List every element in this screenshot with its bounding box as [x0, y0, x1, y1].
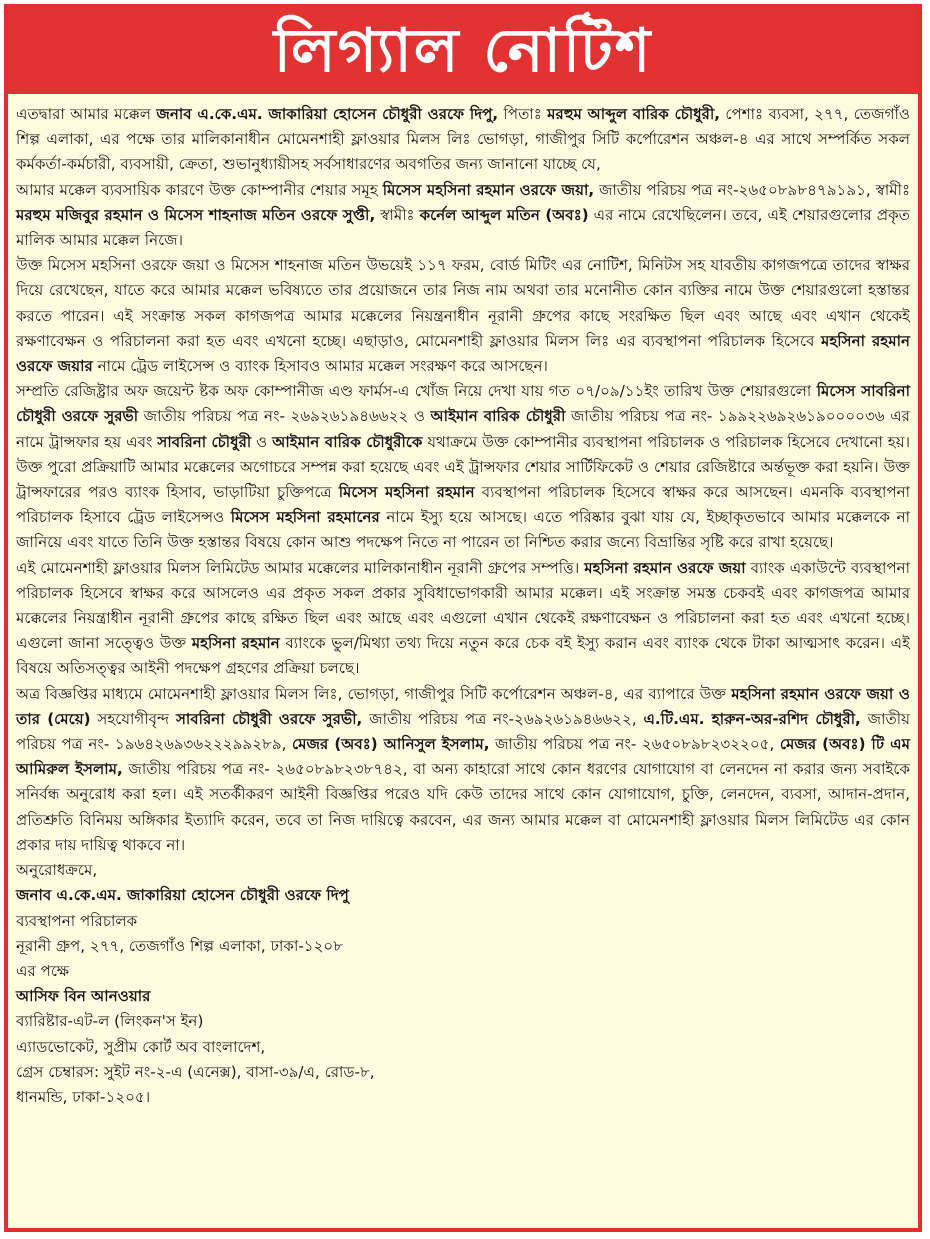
- notice-title: লিগ্যাল নোটিশ: [8, 8, 918, 94]
- client-name: জনাব এ.কে.এম. জাকারিয়া হোসেন চৌধুরী ওরফে দিপু: [16, 886, 349, 905]
- paragraph-text: নামে ট্রেড লাইসেন্স ও ব্যাংক হিসাবও আমার মক্কেল সংরক্ষণ করে আসছেন।: [92, 357, 548, 376]
- paragraph-text: ব্যাংক একাউন্টে ব্যবস্থাপনা পরিচালক হিসেবে স্বাক্ষর করে আসলেও এর প্রকৃত সকল প্রকার সুবিধাভোগকারী আমার মক্কেল। এই সংক্রান্ত সমস্ত চেকবই এবং কাগজপত্র আমার মক্কেলের নিয়ন্ত্রাধীন নূরানী গ্রুপের কাছে রক্ষিত ছিল এবং আছে এবং এগুলো এখান থেকেই রক্ষণাবেক্ষন ও পরিচালনা করা হত এবং এখনো হচ্ছে। এগুলো জানা সত্ত্বেও উক্ত: [16, 558, 911, 653]
- notice-body: [8, 94, 918, 1110]
- paragraph-text: পিতাঃ: [498, 105, 548, 123]
- paragraph-text: নামে ইস্যু হয়ে আসছে। এতে পরিষ্কার বুঝা যায় যে, ইচ্ছাকৃতভাবে আমার মক্কেলকে না জানিয়ে এবং যাতে তিনি উক্ত হস্তান্তর বিষয়ে কোন আশু পদক্ষেপ নিতে না পারেন তা নিশ্চিত করার জন্যে বিভ্রান্তির সৃষ্টি করে রাখা হয়েছে।: [16, 508, 910, 552]
- bold-name-text: মরহুম মজিবুর রহমান ও মিসেস শাহনাজ মতিন ওরফে সুপ্তী,: [16, 205, 376, 224]
- client-title: ব্যবস্থাপনা পরিচালক: [16, 911, 138, 930]
- client-address: নূরানী গ্রুপ, ২৭৭, তেজগাঁও শিল্প এলাকা, ঢাকা-১২০৮: [16, 936, 344, 955]
- bold-name-text: সাবরিনা চৌধুরী: [157, 432, 252, 451]
- paragraph-text: জাতীয় পরিচয় পত্র নং-২৬৫০৮৯৮৪৭৯১৯১, স্বামীঃ: [594, 180, 910, 199]
- notice-frame: [4, 4, 922, 1232]
- paragraph-text: আমার মক্কেল ব্যবসায়িক কারণে উক্ত কোম্পানীর শেয়ার সমূহ: [16, 180, 383, 199]
- paragraph-text: ব্যাংকে ভুল/মিথ্যা তথ্য দিয়ে নতুন করে চেক বই ইস্যু করান এবং ব্যাংক থেকে টাকা আত্মসাৎ করেন। এই বিষয়ে অতিসত্ত্বর আইনী পদক্ষেপ গ্রহণের প্রক্রিয়া চলছে।: [16, 634, 910, 678]
- bold-name-text: মহসিনা রহমান ওরফে জয়া: [584, 558, 746, 577]
- bold-name-text: এ.টি.এম. হারুন-অর-রশিদ চৌধুরী,: [643, 709, 861, 728]
- paragraph-text: এই মোমেনশাহী ফ্লাওয়ার মিলস লিমিটেড আমার মক্কেলের মালিকানাধীন নূরানী গ্রুপের সম্পত্তি।: [16, 558, 585, 577]
- lawyer-address-line-2: ধানমন্ডি, ঢাকা-১২০৫।: [16, 1087, 151, 1106]
- bold-name-text: আইমান বারিক চৌধুরীকে: [272, 432, 423, 451]
- notice-paragraph: [16, 556, 910, 682]
- lawyer-name: আসিফ বিন আনওয়ার: [16, 987, 151, 1006]
- bold-name-text: মেজর (অবঃ) টি এম আমিরুল ইসলাম,: [16, 735, 910, 779]
- bold-name-text: জনাব এ.কে.এম. জাকারিয়া হোসেন চৌধুরী ওরফে দিপু,: [156, 105, 499, 123]
- bold-name-text: আইমান বারিক চৌধুরী: [430, 407, 566, 426]
- bold-name-text: মিসেস মহসিনা রহমানের: [230, 508, 380, 527]
- paragraph-text: সহযোগীবৃন্দ: [90, 709, 176, 728]
- paragraph-text: উক্ত মিসেস মহসিনা ওরফে জয়া ও মিসেস শাহনাজ মতিন উভয়েই ১১৭ ফরম, বোর্ড মিটিং এর নোটিশ, মিনিটস সহ যাবতীয় কাগজপত্রে তাদের স্বাক্ষর দিয়ে রেখেছেন, যাতে করে আমার মক্কেল ভবিষ্যতে তার প্রয়োজনে তার নিজ নাম অথবা তার মনোনীত কোন ব্যক্তির নামে উক্ত শেয়ারগুলো হস্তান্তর করতে পারেন। এই সংক্রান্ত সকল কাগজপত্র আমার মক্কেলের নিয়ন্ত্রনাধীন নূরানী গ্রুপের কাছে সংরক্ষিত ছিল এবং আছে এবং এখান থেকেই রক্ষণাবেক্ষন ও পরিচালনা করা হত এবং এখনো হচ্ছে। এছাড়াও, মোমেনশাহী ফ্লাওয়ার মিলস লিঃ এর ব্যবস্থাপনা পরিচালক হিসেবে: [16, 256, 910, 350]
- paragraph-text: এতদ্বারা আমার মক্কেল: [16, 105, 157, 123]
- paragraph-text: পেশাঃ ব্যবসা, ২৭৭, তেজগাঁও শিল্প এলাকা, এর পক্ষে তার মালিকানাধীন মোমেনশাহী ফ্লাওয়ার মিলস লিঃ ভোগড়া, গাজীপুর সিটি কর্পোরেশন অঞ্চল-৪ এর সাথে সম্পর্কিত সকল কর্মকর্তা-কর্মচারী, ব্যবসায়ী, ক্রেতা, শুভানুধ্যায়ীসহ সর্বসাধারণের অবগতির জন্য জানানো যাচ্ছে যে,: [16, 105, 911, 174]
- paragraph-text: ব্যবস্থাপনা পরিচালক হিসেবে স্বাক্ষর করে আসছেন। এমনকি ব্যবস্থাপনা পরিচালক হিসাবে ট্রেড লাইসেন্সও: [16, 483, 910, 527]
- bold-name-text: মহসিনা রহমান ওরফে জয়া ও তার (মেয়ে): [16, 684, 910, 728]
- bold-name-text: মিসেস মহসিনা রহমান ওরফে জয়া,: [382, 180, 595, 199]
- paragraph-text: ও: [251, 432, 273, 451]
- lawyer-role: এ্যাডভোকেট, সুপ্রীম কোর্ট অব বাংলাদেশ,: [16, 1037, 266, 1056]
- paragraph-text: যথাক্রমে উক্ত কোম্পানীর ব্যবস্থাপনা পরিচালক ও পরিচালক হিসেবে দেখানো হয়। উক্ত পুরো প্রক্রিয়াটি আমার মক্কেলের অগোচরে সম্পন্ন করা হয়েছে এবং এই ট্রান্সফার শেয়ার সার্টিফিকেট ও শেয়ার রেজিষ্টারে অর্ন্তভূক্ত করা হয়নি। উক্ত ট্রান্সফারের পরও ব্যাংক হিসাব, ভাড়াটিয়া চুক্তিপত্রে: [16, 432, 910, 502]
- bold-name-text: মহসিনা রহমান ওরফে জয়ার: [16, 331, 910, 376]
- notice-paragraph: [16, 682, 910, 858]
- paragraph-text: স্বামীঃ: [375, 205, 420, 224]
- bold-name-text: কর্নেল আব্দুল মতিন (অবঃ): [419, 205, 589, 224]
- on-behalf-text: এর পক্ষে: [16, 961, 70, 980]
- paragraph-text: জাতীয় পরিচয় পত্র নং- ১৯৯২২৬৯২৬১৯০০০০৩৬ এর নামে ট্রান্সফার হয় এবং: [16, 407, 910, 451]
- paragraph-text: জাতীয় পরিচয় পত্র নং- ১৯৬৪২৬৯৩৬২২২৯৯২৮৯,: [16, 709, 910, 754]
- closing-text: অনুরোধক্রমে,: [16, 861, 98, 880]
- signature-block: [16, 858, 910, 1110]
- notice-paragraph: [16, 379, 910, 555]
- bold-name-text: মিসেস সাবরিনা চৌধুরী ওরফে সুরভী: [16, 382, 911, 426]
- bold-name-text: সাবরিনা চৌধুরী ওরফে সুরভী,: [175, 709, 363, 728]
- paragraph-text: জাতীয় পরিচয় পত্র নং- ২৬৫০৮৯৮২৩৮৭৪২, বা অন্য কাহারো সাথে কোন ধরণের যোগাযোগ বা লেনদেন না করার জন্য সবাইকে সনির্বন্ধ অনুরোধ করা হল। এই সতর্কীকরণ আইনী বিজ্ঞপ্তির পরেও যদি কেউ তাদের সাথে কোন যোগাযোগ, চুক্তি, লেনদেন, ব্যবসা, আদান-প্রদান, প্রতিশ্রুতি বিনিময় অঙ্গিকার ইত্যাদি করেন, তবে তা নিজ দায়িত্বে করবেন, এর জন্য আমার মক্কেল বা মোমেনশাহী ফ্লাওয়ার মিলস লিমিটেড এর কোন প্রকার দায় দায়িত্ব থাকবে না।: [16, 760, 910, 854]
- paragraph-text: জাতীয় পরিচয় পত্র নং- ২৬৫০৮৯৮২৩২২০৫,: [489, 735, 780, 754]
- paragraph-text: সম্প্রতি রেজিষ্ট্রার অফ জয়েন্ট ষ্টক অফ কোম্পানীজ এণ্ড ফার্মস-এ খোঁজ নিয়ে দেখা যায় গত ০৭/০৯/১১ইং তারিখ উক্ত শেয়ারগুলো: [16, 382, 817, 401]
- notice-paragraph: [16, 178, 910, 254]
- notice-paragraph: [16, 253, 910, 379]
- lawyer-title: ব্যারিষ্টার-এট-ল (লিংকন'স ইন): [16, 1012, 204, 1031]
- bold-name-text: মহসিনা রহমান: [191, 634, 280, 653]
- paragraph-text: জাতীয় পরিচয় পত্র নং-২৬৯২৬১৯৪৬৬২২,: [362, 709, 644, 728]
- paragraph-text: এর নামে রেখেছিলেন। তবে, এই শেয়ারগুলোর প্রকৃত মালিক আমার মক্কেল নিজে।: [16, 205, 910, 250]
- bold-name-text: মরহুম আব্দুল বারিক চৌধুরী,: [547, 105, 721, 123]
- paragraph-text: অত্র বিজ্ঞপ্তির মাধ্যমে মোমেনশাহী ফ্লাওয়ার মিলস লিঃ, ভোগড়া, গাজীপুর সিটি কর্পোরেশন অঞ্চল-৪, এর ব্যাপারে উক্ত: [16, 684, 732, 703]
- bold-name-text: মেজর (অবঃ) আনিসুল ইসলাম,: [292, 735, 490, 754]
- bold-name-text: মিসেস মহসিনা রহমান: [338, 483, 475, 502]
- lawyer-address-line-1: গ্রেস চেম্বারস: সুইট নং-২-এ (এনেক্স), বাসা-৩৯/এ, রোড-৮,: [16, 1062, 375, 1081]
- paragraph-text: জাতীয় পরিচয় পত্র নং- ২৬৯২৬১৯৪৬৬২২ ও: [138, 407, 431, 426]
- notice-paragraph: [16, 102, 910, 178]
